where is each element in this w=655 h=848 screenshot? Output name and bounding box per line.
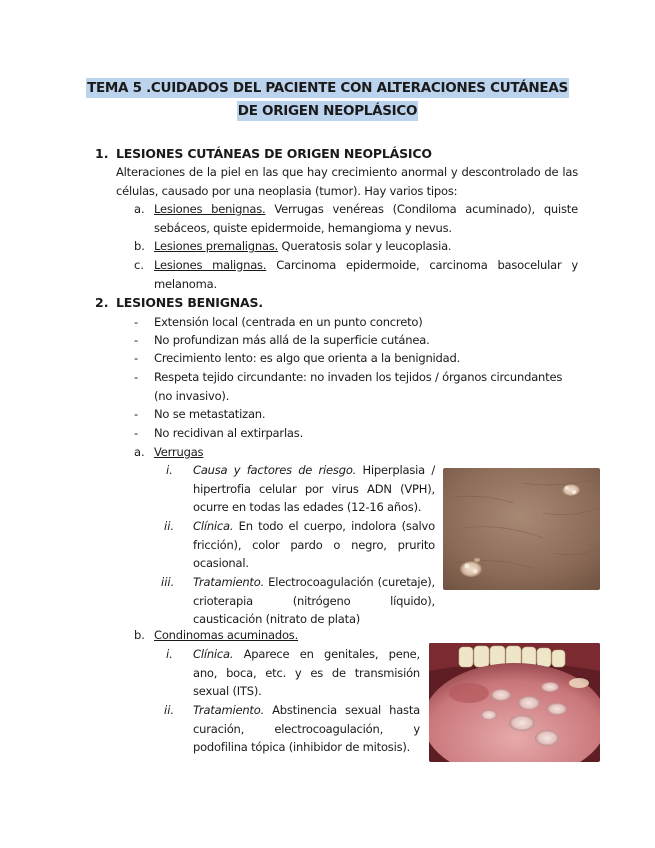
bullet-item: Crecimiento lento: es algo que orienta a la benignidad. <box>154 351 461 365</box>
bullet-item: No se metastatizan. <box>154 407 266 421</box>
verrugas-tratamiento <box>193 573 435 629</box>
list-item-lesiones-malignas <box>154 256 578 293</box>
item-text: Hiperplasia / hipertrofia celular por virus ADN (VPH), ocurre en todas las edades (12-16 años). <box>193 463 435 515</box>
verrugas-clinica <box>193 517 435 573</box>
section-1-intro: Alteraciones de la piel en las que hay crecimiento anormal y descontrolado de las células, causado por una neoplasia (tumor). Hay varios tipos: <box>116 165 578 198</box>
item-label: Clínica. <box>193 519 234 533</box>
bullet-item: No profundizan más allá de la superficie cutánea. <box>154 333 430 347</box>
item-label: Lesiones malignas. <box>154 258 267 272</box>
item-text: Queratosis solar y leucoplasia. <box>278 239 452 253</box>
bullet-item: No recidivan al extirparlas. <box>154 426 304 440</box>
page-title-line-2: DE ORIGEN NEOPLÁSICO <box>237 103 418 119</box>
bullet-item: Respeta tejido circundante: no invaden los tejidos / órganos circundantes (no invasivo). <box>154 370 563 403</box>
bullet-dash: - <box>134 315 139 329</box>
list-item-lesiones-benignas <box>154 200 578 237</box>
list-item-lesiones-premalignas <box>154 237 578 256</box>
subsection-verrugas: Verrugas <box>154 445 204 459</box>
subsection-condilomas: Condinomas acuminados. <box>154 628 299 642</box>
item-text: Verrugas venéreas (Condiloma acuminado), quiste sebáceos, quiste epidermoide, hemangioma y nevus. <box>154 202 578 235</box>
item-label: Tratamiento. <box>193 575 265 589</box>
verruga-photo <box>443 468 600 590</box>
item-label: Lesiones premalignas. <box>154 239 279 253</box>
verrugas-causa <box>193 461 435 517</box>
list-marker: ii. <box>164 519 175 533</box>
item-label: Causa y factores de riesgo. <box>193 463 357 477</box>
item-text: Carcinoma epidermoide, carcinoma basocelular y melanoma. <box>154 258 578 291</box>
list-marker: ii. <box>164 703 175 717</box>
list-marker: i. <box>166 463 173 477</box>
list-marker: c. <box>134 258 144 272</box>
bullet-dash: - <box>134 370 139 384</box>
bullet-dash: - <box>134 407 139 421</box>
condilomas-tratamiento <box>193 701 420 757</box>
list-marker: b. <box>134 628 145 642</box>
item-label: Tratamiento. <box>193 703 265 717</box>
item-label: Clínica. <box>193 647 234 661</box>
item-text: Aparece en genitales, pene, ano, boca, etc. y es de transmisión sexual (ITS). <box>193 647 420 699</box>
bullet-dash: - <box>134 333 139 347</box>
item-label: Lesiones benignas. <box>154 202 266 216</box>
section-2-number: 2. <box>95 295 109 310</box>
bullet-item: Extensión local (centrada en un punto concreto) <box>154 315 423 329</box>
item-text: En todo el cuerpo, indolora (salvo fricción), color pardo o negro, prurito ocasional. <box>193 519 435 571</box>
list-marker: a. <box>134 202 145 216</box>
bullet-dash: - <box>134 351 139 365</box>
page-title-line-1: TEMA 5 .CUIDADOS DEL PACIENTE CON ALTERACIONES CUTÁNEAS <box>87 80 568 96</box>
item-text: Electrocoagulación (curetaje), crioterapia (nitrógeno líquido), causticación (nitrato de plata) <box>193 575 435 627</box>
list-marker: iii. <box>161 575 175 589</box>
item-text: Abstinencia sexual hasta curación, electrocoagulación, y podofilina tópica (inhibidor de mitosis). <box>193 703 420 755</box>
list-marker: b. <box>134 239 145 253</box>
condiloma-photo <box>429 643 600 762</box>
section-1-number: 1. <box>95 146 109 161</box>
list-marker: a. <box>134 445 145 459</box>
list-marker: i. <box>166 647 173 661</box>
section-1-heading: LESIONES CUTÁNEAS DE ORIGEN NEOPLÁSICO <box>116 146 432 161</box>
condilomas-clinica <box>193 645 420 701</box>
bullet-dash: - <box>134 426 139 440</box>
section-2-heading: LESIONES BENIGNAS. <box>116 295 263 310</box>
